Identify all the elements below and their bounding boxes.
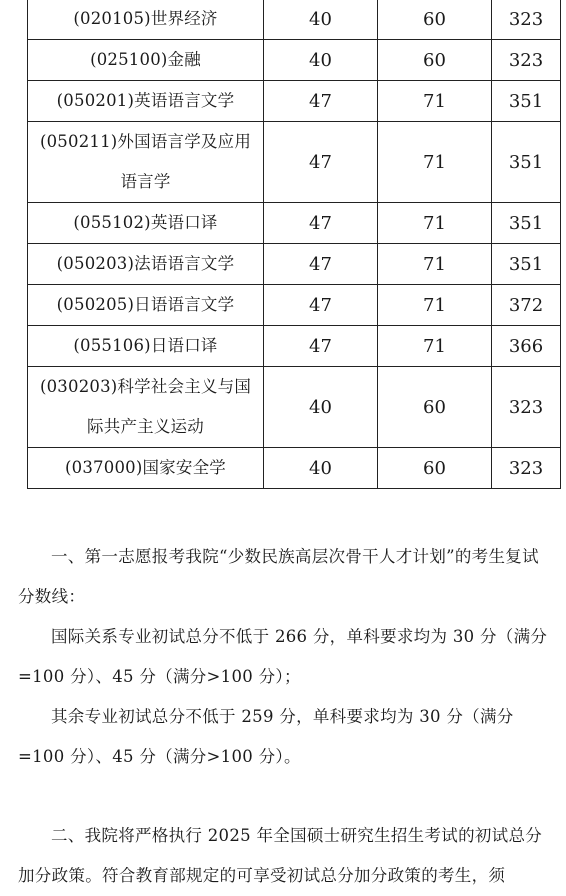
score-cell: 47 <box>264 81 378 122</box>
table-row <box>28 285 561 326</box>
total-cell: 366 <box>492 326 561 367</box>
total-cell: 351 <box>492 81 561 122</box>
table-row <box>28 0 561 40</box>
score-cell: 60 <box>378 367 492 448</box>
major-cell: (050203)法语语言文学 <box>28 244 264 285</box>
score-table <box>27 0 561 489</box>
score-cell: 40 <box>264 40 378 81</box>
table-row <box>28 367 561 448</box>
section-2-heading: 二、我院将严格执行 2025 年全国硕士研究生招生考试的初试总分加分政策。符合教育部规定的可享受初试总分加分政策的考生，须 <box>18 826 543 885</box>
total-cell: 323 <box>492 40 561 81</box>
section-1-line-2: 其余专业初试总分不低于 259 分，单科要求均为 30 分（满分=100 分）、45 分（满分>100 分）。 <box>18 707 514 766</box>
score-cell: 40 <box>264 367 378 448</box>
table-row <box>28 244 561 285</box>
major-cell: (050211)外国语言学及应用语言学 <box>28 122 264 203</box>
score-cell: 60 <box>378 40 492 81</box>
score-cell: 71 <box>378 203 492 244</box>
major-cell: (050205)日语语言文学 <box>28 285 264 326</box>
total-cell: 372 <box>492 285 561 326</box>
score-cell: 40 <box>264 448 378 489</box>
score-cell: 71 <box>378 81 492 122</box>
table-row <box>28 81 561 122</box>
table-row <box>28 40 561 81</box>
major-cell: (055102)英语口译 <box>28 203 264 244</box>
score-cell: 60 <box>378 448 492 489</box>
score-cell: 71 <box>378 244 492 285</box>
section-2 <box>18 816 554 896</box>
score-cell: 40 <box>264 0 378 40</box>
score-cell: 47 <box>264 122 378 203</box>
total-cell: 351 <box>492 244 561 285</box>
score-cell: 71 <box>378 122 492 203</box>
total-cell: 323 <box>492 448 561 489</box>
score-cell: 47 <box>264 285 378 326</box>
score-cell: 47 <box>264 203 378 244</box>
table-row <box>28 448 561 489</box>
total-cell: 351 <box>492 203 561 244</box>
major-cell: (020105)世界经济 <box>28 0 264 40</box>
major-cell: (055106)日语口译 <box>28 326 264 367</box>
major-cell: (025100)金融 <box>28 40 264 81</box>
score-cell: 71 <box>378 285 492 326</box>
score-cell: 47 <box>264 326 378 367</box>
total-cell: 351 <box>492 122 561 203</box>
section-1-heading: 一、第一志愿报考我院“少数民族高层次骨干人才计划”的考生复试分数线： <box>18 547 539 606</box>
section-1 <box>18 537 554 777</box>
table-row <box>28 203 561 244</box>
major-cell: (050201)英语语言文学 <box>28 81 264 122</box>
major-cell: (030203)科学社会主义与国际共产主义运动 <box>28 367 264 448</box>
section-1-line-1: 国际关系专业初试总分不低于 266 分，单科要求均为 30 分（满分=100 分）、45 分（满分>100 分）； <box>18 627 548 686</box>
total-cell: 323 <box>492 0 561 40</box>
score-cell: 47 <box>264 244 378 285</box>
score-cell: 71 <box>378 326 492 367</box>
table-row <box>28 122 561 203</box>
major-cell: (037000)国家安全学 <box>28 448 264 489</box>
total-cell: 323 <box>492 367 561 448</box>
table-row <box>28 326 561 367</box>
score-cell: 60 <box>378 0 492 40</box>
